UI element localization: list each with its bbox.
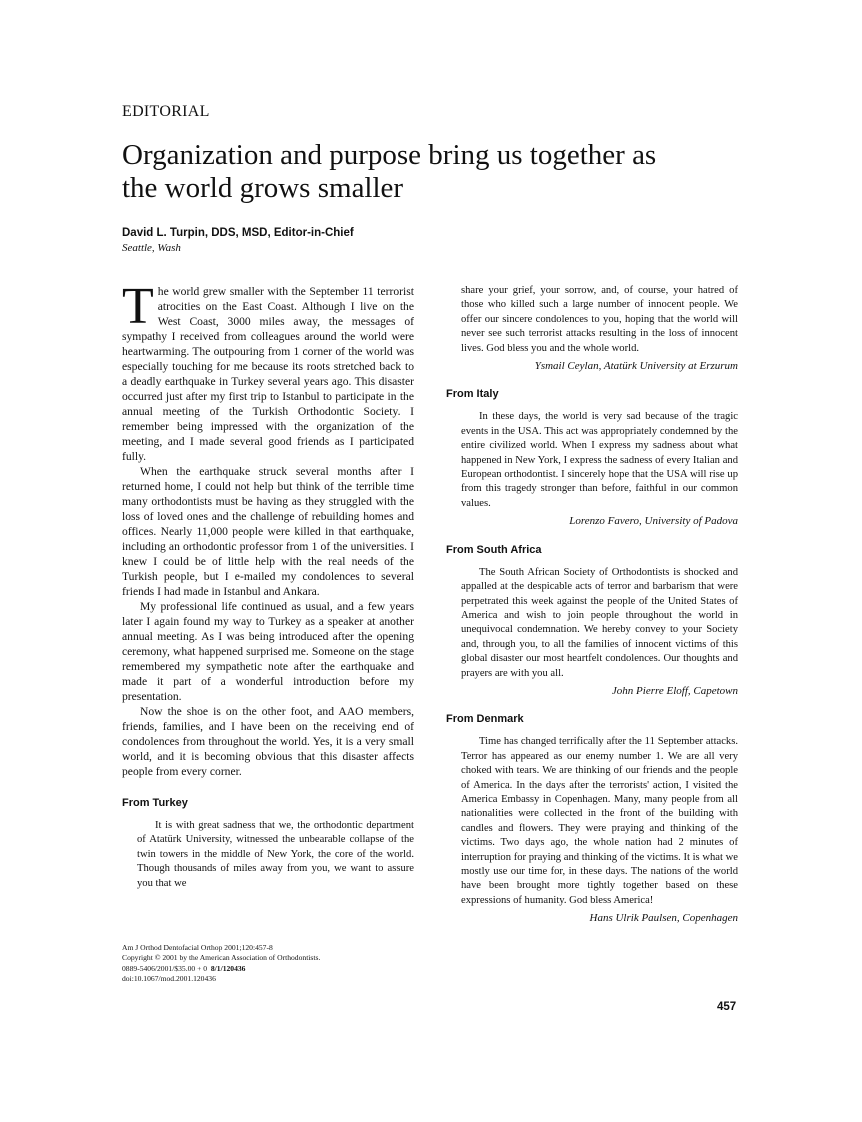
- author-name: David L. Turpin, DDS, MSD, Editor-in-Chief: [122, 227, 354, 239]
- signature-turkey: Ysmail Ceylan, Atatürk University at Erzurum: [534, 360, 738, 373]
- title-line-2: the world grows smaller: [122, 172, 404, 204]
- letter-turkey-continued: [446, 284, 738, 373]
- citation-footer: [122, 943, 320, 985]
- body-paragraph-1: The world grew smaller with the September 11 terrorist atrocities on the East Coast. Although I live on the West Coast, 3000 miles away, the messages of sympathy I received from colleagues around the world were heartwarming. The outpouring from 1 corner of the world was especially touching for me because its roots stretched back to a deadly earthquake in Turkey several years ago. This disaster occurred just after my first trip to Istanbul to participate in the annual meeting of the Turkish Orthodontic Society. I remember being impressed with the organization of the meeting, and I made several good friends as I participated fully.: [122, 278, 414, 463]
- article-title: [122, 139, 762, 205]
- body-paragraph-3: My professional life continued as usual, and a few years later I again found my way to Turkey as a speaker at another annual meeting. As I was being introduced after the opening ceremony, what happened surprised me. Someone on the stage remembered my sympathetic note after the earthquake and made it part of a wonderful introduction before my presentation.: [122, 600, 414, 703]
- page-number: 457: [717, 1001, 737, 1013]
- footer-doi: doi:10.1067/mod.2001.120436: [122, 974, 216, 984]
- heading-from-south-africa: From South Africa: [446, 543, 542, 556]
- letter-south-africa-text: The South African Society of Orthodontists is shocked and appalled at the despicable acts of terror and barbarism that were perpetrated this week against the people of the United States of America and wish to join people throughout the world in unequivocal condemnation. We hereby convey to your Society and, through you, to all the families of innocent victims of this global disaster our most heartfelt condolences. Our thoughts and prayers are with you all.: [461, 566, 738, 679]
- letter-turkey-text-cont: share your grief, your sorrow, and, of course, your hatred of those who killed such a large number of innocent people. We offer our sincere condolences to you, hoping that the world will never see such terrorist attacks resulting in the loss of innocent lives. God bless you and the whole world.: [461, 285, 738, 354]
- letter-turkey: [122, 819, 414, 891]
- drop-cap: T: [122, 278, 154, 335]
- heading-from-turkey: From Turkey: [122, 797, 188, 809]
- heading-from-denmark: From Denmark: [446, 713, 524, 726]
- letter-turkey-text-start: It is with great sadness that we, the orthodontic department of Atatürk University, witnessed the unbearable collapse of the twin towers in the middle of New York, the core of the world. Though thousands of miles away from you, we want to assure you that we: [137, 820, 414, 889]
- footer-journal: Am J Orthod Dentofacial Orthop 2001;120:457-8: [122, 943, 273, 952]
- body-paragraph-4: Now the shoe is on the other foot, and AAO members, friends, families, and I have been on the receiving end of condolences from throughout the world. Yes, it is a very small world, and it is becoming obvious that this disaster affects people from every corner.: [122, 705, 414, 778]
- signature-denmark: Hans Ulrik Paulsen, Copenhagen: [589, 912, 738, 925]
- letter-denmark: [446, 735, 738, 925]
- section-label: EDITORIAL: [122, 103, 210, 120]
- title-line-1: Organization and purpose bring us together as: [122, 139, 657, 171]
- letter-south-africa: [446, 566, 738, 699]
- letter-italy-text: In these days, the world is very sad because of the tragic events in the USA. This act was appropriately condemned by the entire civilized world. When I express my sadness about what happened in New York, I express the sadness of every Italian and European orthodontist. I sincerely hope that the USA will rise up from this tragedy stronger than before, faithful in our common values.: [461, 411, 738, 509]
- footer-copyright: Copyright © 2001 by the American Association of Orthodontists.: [122, 953, 321, 963]
- body-paragraph-2: When the earthquake struck several months after I returned home, I could not help but think of the terrible time many orthodontists must be having as they struggled with the loss of loved ones and the challenge of rebuilding homes and offices. Nearly 11,000 people were killed in that earthquake, including an orthodontic professor from 1 of the universities. I knew I could be of little help with the real needs of the Turkish people, but I e-mailed my condolences to several friends I had made in Istanbul and Ankara.: [122, 465, 414, 598]
- letter-denmark-text: Time has changed terrifically after the 11 September attacks. Terror has appeared as our enemy number 1. We are all very choked with tears. We are thinking of our friends and the people of America. In the days after the terrorists' action, I visited the America Embassy in Copenhagen. Many, many people from all nationalities were collected in the front of the building with candles and flowers. They were praying and thinking of the victims. Two days ago, the whole nation had 2 minutes of interruption for praying and thinking of the victims. It is what we mostly use our time for, in these days. The nations of the world have been brought more tightly together based on these expressions of humanity. God bless America!: [461, 736, 738, 906]
- signature-italy: Lorenzo Favero, University of Padova: [569, 515, 738, 528]
- right-column: [446, 284, 738, 926]
- left-column: [122, 278, 414, 891]
- letter-italy: [446, 410, 738, 528]
- author-affiliation: Seattle, Wash: [122, 242, 181, 254]
- footer-issn: 0889-5406/2001/$35.00 + 0 8/1/120436: [122, 963, 246, 973]
- signature-south-africa: John Pierre Eloff, Capetown: [611, 684, 738, 697]
- heading-from-italy: From Italy: [446, 388, 499, 401]
